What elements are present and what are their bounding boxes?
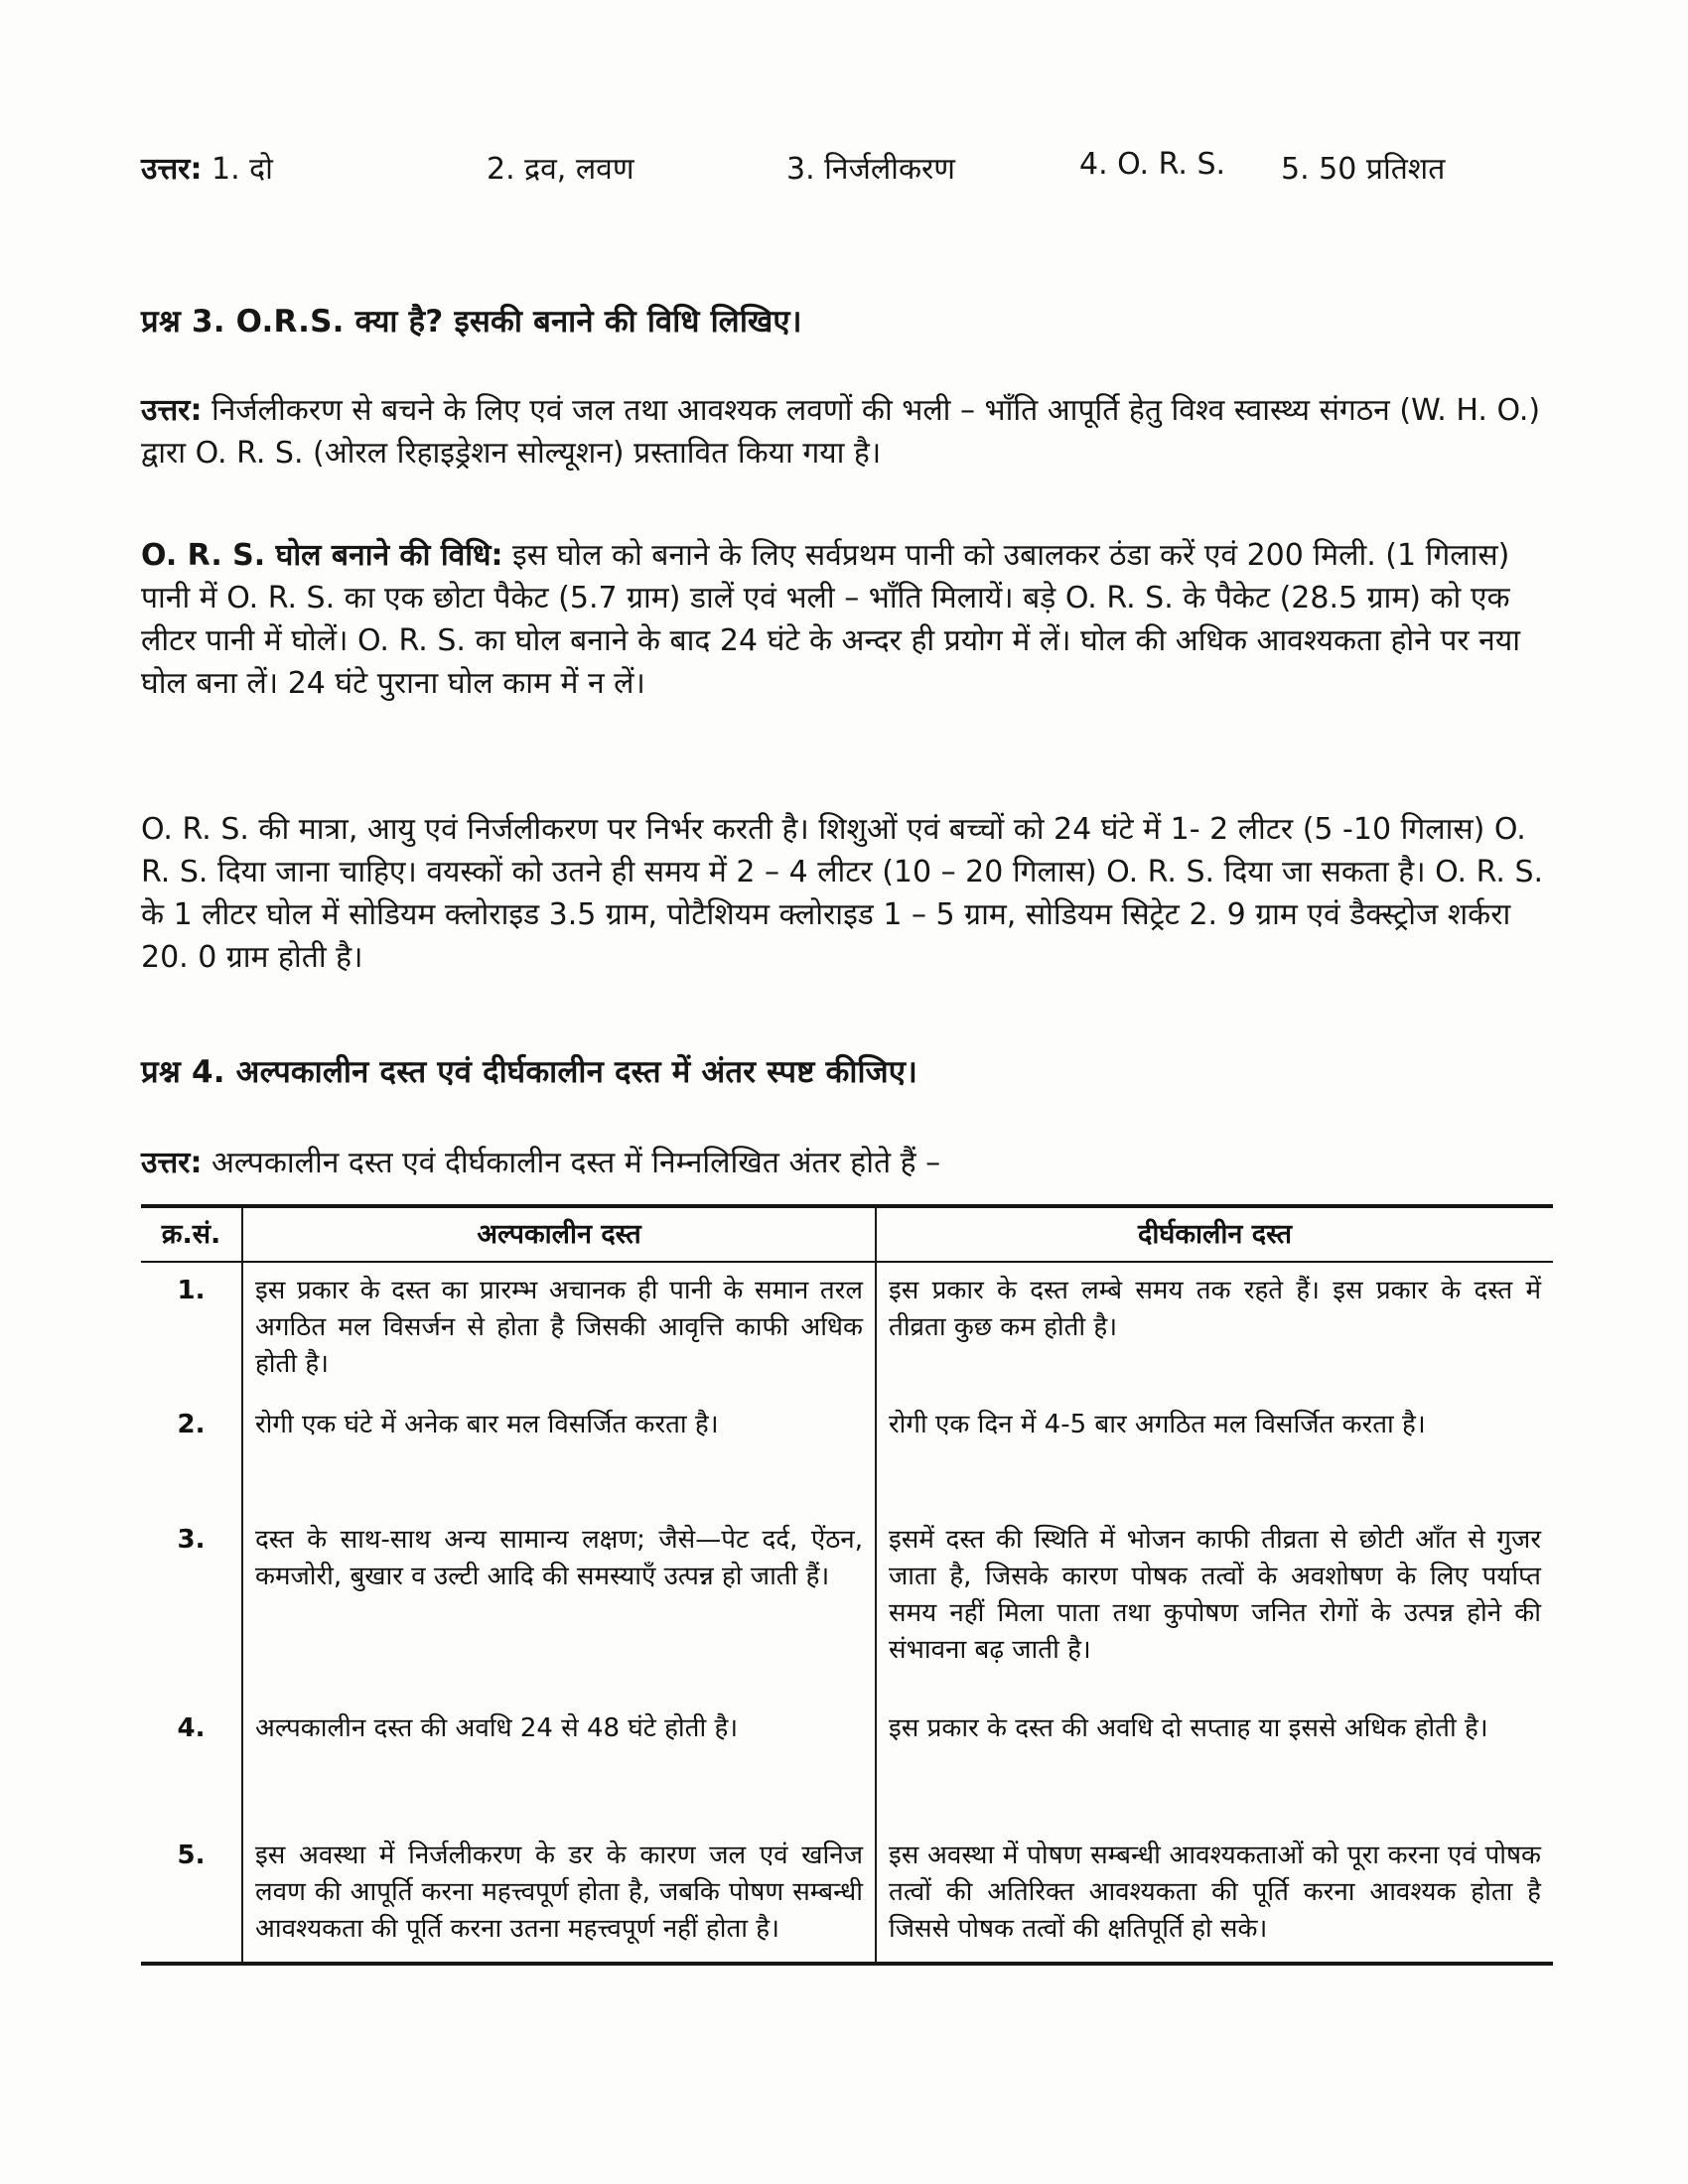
question-3-answer-text: निर्जलीकरण से बचने के लिए एवं जल तथा आवश्यक लवणों की भली – भाँति आपूर्ति हेतु विश्व स्वास्थ्य संगठन (W. H. O.) द्वारा O. R. S. (ओरल रिहाइड्रेशन सोल्यूशन) प्रस्तावित किया गया है। xyxy=(141,393,1541,471)
header-serial-number: क्र.सं. xyxy=(141,1206,242,1262)
long-term-cell: इसमें दस्त की स्थिति में भोजन काफी तीव्रता से छोटी आँत से गुजर जाता है, जिसके कारण पोषक तत्वों के अवशोषण के लिए पर्याप्त समय नहीं मिला पाता तथा कुपोषण जनित रोगों के उत्पन्न होने की संभावना बढ़ जाती है। xyxy=(889,1525,1541,1665)
row-number: 4. xyxy=(141,1701,242,1828)
table-row xyxy=(141,1512,1553,1701)
question-3-answer xyxy=(141,389,1555,475)
ors-method-text: इस घोल को बनाने के लिए सर्वप्रथम पानी को उबालकर ठंडा करें एवं 200 मिली. (1 गिलास) पानी में O. R. S. का एक छोटा पैकेट (5.7 ग्राम) डालें एवं भली – भाँति मिलायें। बड़े O. R. S. के पैकेट (28.5 ग्राम) को एक लीटर पानी में घोलें। O. R. S. का घोल बनाने के बाद 24 घंटे के अन्दर ही प्रयोग में लें। घोल की अधिक आवश्यकता होने पर नया घोल बना लें। 24 घंटे पुराना घोल काम में न लें। xyxy=(141,538,1521,701)
long-term-cell: इस अवस्था में पोषण सम्बन्धी आवश्यकताओं को पूरा करना एवं पोषक तत्वों की अतिरिक्त आवश्यकता की पूर्ति करना आवश्यक होता है जिससे पोषक तत्वों की क्षतिपूर्ति हो सके। xyxy=(876,1828,1553,1964)
question-4-intro-text: अल्पकालीन दस्त एवं दीर्घकालीन दस्त में निम्नलिखित अंतर होते हैं – xyxy=(211,1146,941,1180)
short-term-cell: इस अवस्था में निर्जलीकरण के डर के कारण जल एवं खनिज लवण की आपूर्ति करना महत्त्वपूर्ण होता है, जबकि पोषण सम्बन्धी आवश्यकता की पूर्ति करना उतना महत्त्वपूर्ण नहीं होता है। xyxy=(242,1828,876,1964)
comparison-table-container xyxy=(141,1204,1555,1966)
row-number: 3. xyxy=(141,1512,242,1701)
answer-item-4: 4. O. R. S. xyxy=(1079,147,1226,182)
answer-item-5: 5. 50 प्रतिशत xyxy=(1281,152,1446,187)
short-term-cell: रोगी एक घंटे में अनेक बार मल विसर्जित करता है। xyxy=(242,1397,876,1512)
table-row xyxy=(141,1262,1553,1397)
answer-label: उत्तर: xyxy=(141,152,203,187)
long-term-cell: इस प्रकार के दस्त की अवधि दो सप्ताह या इससे अधिक होती है। xyxy=(889,1713,1488,1743)
question-3-heading: प्रश्न 3. O.R.S. क्या है? इसकी बनाने की विधि लिखिए। xyxy=(141,304,802,340)
fill-in-answers-line xyxy=(141,147,1555,191)
answer-item-2: 2. द्रव, लवण xyxy=(487,152,634,187)
ors-method-label: O. R. S. घोल बनाने की विधि: xyxy=(141,538,503,573)
header-short-term: अल्पकालीन दस्त xyxy=(242,1206,876,1262)
long-term-cell: रोगी एक दिन में 4-5 बार अगठित मल विसर्जित करता है। xyxy=(889,1410,1426,1439)
diarrhea-comparison-table xyxy=(141,1204,1553,1966)
table-row xyxy=(141,1397,1553,1512)
table-row xyxy=(141,1828,1553,1964)
long-term-cell: इस प्रकार के दस्त लम्बे समय तक रहते हैं। इस प्रकार के दस्त में तीव्रता कुछ कम होती है। xyxy=(889,1276,1541,1342)
header-long-term: दीर्घकालीन दस्त xyxy=(876,1206,1553,1262)
row-number: 1. xyxy=(141,1262,242,1397)
question-4-answer-intro xyxy=(141,1142,1555,1184)
answer-label: उत्तर: xyxy=(141,393,203,428)
answer-label: उत्तर: xyxy=(141,1146,203,1180)
row-number: 2. xyxy=(141,1397,242,1512)
answer-item-1: 1. दो xyxy=(211,152,273,187)
ors-quantity-paragraph: O. R. S. की मात्रा, आयु एवं निर्जलीकरण पर निर्भर करती है। शिशुओं एवं बच्चों को 24 घंटे में 1- 2 लीटर (5 -10 गिलास) O. R. S. दिया जाना चाहिए। वयस्कों को उतने ही समय में 2 – 4 लीटर (10 – 20 गिलास) O. R. S. दिया जा सकता है। O. R. S. के 1 लीटर घोल में सोडियम क्लोराइड 3.5 ग्राम, पोटैशियम क्लोराइड 1 – 5 ग्राम, सोडियम सिट्रेट 2. 9 ग्राम एवं डैक्स्ट्रोज शर्करा 20. 0 ग्राम होती है। xyxy=(141,812,1544,975)
table-row xyxy=(141,1701,1553,1828)
short-term-cell: इस प्रकार के दस्त का प्रारम्भ अचानक ही पानी के समान तरल अगठित मल विसर्जन से होता है जिसकी आवृत्ति काफी अधिक होती है। xyxy=(242,1262,876,1397)
answer-item-3: 3. निर्जलीकरण xyxy=(786,152,955,187)
question-4-heading: प्रश्न 4. अल्पकालीन दस्त एवं दीर्घकालीन दस्त में अंतर स्पष्ट कीजिए। xyxy=(141,1054,918,1090)
ors-method-paragraph xyxy=(141,534,1555,705)
row-number: 5. xyxy=(141,1828,242,1964)
table-header-row xyxy=(141,1206,1553,1262)
short-term-cell: दस्त के साथ-साथ अन्य सामान्य लक्षण; जैसे—पेट दर्द, ऐंठन, कमजोरी, बुखार व उल्टी आदि की समस्याएँ उत्पन्न हो जाती हैं। xyxy=(242,1512,876,1701)
short-term-cell: अल्पकालीन दस्त की अवधि 24 से 48 घंटे होती है। xyxy=(242,1701,876,1828)
answer-item xyxy=(141,147,273,188)
